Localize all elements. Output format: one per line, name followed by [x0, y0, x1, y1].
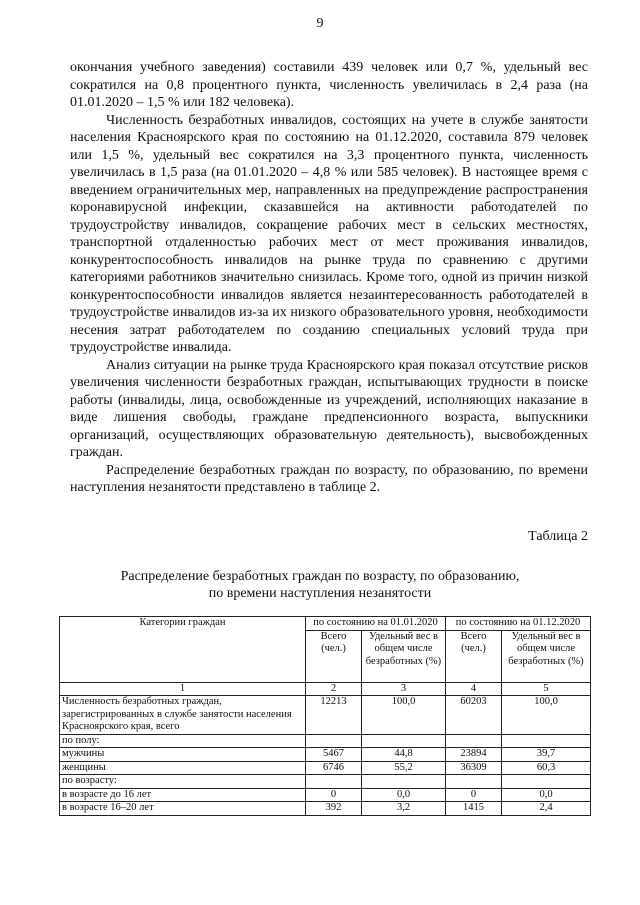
table-title: [0, 568, 640, 602]
cell-share-2020-12: 100,0: [502, 696, 591, 735]
column-number: 2: [306, 682, 362, 696]
paragraph: Численность безработных инвалидов, состоящих на учете в службе занятости населения Красноярского края по состоянию на 01.12.2020, составила 879 человек или 1,5 %, удельный вес сократился на 3,3 процентного пункта, численность увеличилась в 1,5 раза (на 01.01.2020 – 4,8 % или 585 человек). В настоящее время с введением ограничительных мер, направленных на предупреждение распространения коронавирусной инфекции, сказавшейся на активности работодателей по трудоустройству инвалидов, сокращение рабочих мест в сельских местностях, транспортной отдаленностью рабочих мест от мест проживания инвалидов, конкурентоспособность инвалидов на рынке труда по сравнению с другими категориями работников значительно снизилась. Кроме того, одной из причин низкой конкурентоспособности инвалидов является незаинтересованность работодателей в трудоустройстве инвалидов из-за их низкого образовательного уровня, необходимости несения затрат работодателем по созданию специальных условий труда при трудоустройстве инвалида.: [70, 112, 588, 355]
cell-share-2020-01: 3,2: [362, 802, 446, 816]
column-number: 5: [502, 682, 591, 696]
header-total: Всего (чел.): [446, 630, 502, 682]
data-table: [59, 616, 591, 816]
cell-total-2020-12: [446, 775, 502, 789]
cell-share-2020-12: 39,7: [502, 748, 591, 762]
cell-share-2020-01: [362, 734, 446, 748]
cell-share-2020-12: [502, 775, 591, 789]
cell-total-2020-01: [306, 775, 362, 789]
cell-total-2020-01: 0: [306, 788, 362, 802]
body-text: [70, 59, 588, 497]
header-share: Удельный вес в общем числе безработных (%): [502, 630, 591, 682]
cell-share-2020-01: 100,0: [362, 696, 446, 735]
table-row: [60, 761, 591, 775]
header-share: Удельный вес в общем числе безработных (%): [362, 630, 446, 682]
table-row: [60, 696, 591, 735]
cell-total-2020-12: [446, 734, 502, 748]
cell-total-2020-01: 6746: [306, 761, 362, 775]
cell-share-2020-12: [502, 734, 591, 748]
table-title-line: Распределение безработных граждан по возрасту, по образованию,: [120, 569, 520, 584]
page-number: 9: [316, 16, 324, 31]
cell-total-2020-01: [306, 734, 362, 748]
cell-share-2020-01: 0,0: [362, 788, 446, 802]
table-row: [60, 788, 591, 802]
cell-share-2020-12: 60,3: [502, 761, 591, 775]
table-row: [60, 734, 591, 748]
cell-total-2020-01: 12213: [306, 696, 362, 735]
paragraph: Анализ ситуации на рынке труда Красноярского края показал отсутствие рисков увеличения численности безработных граждан, испытывающих трудности в поиске работы (инвалиды, лица, освобожденные из учреждений, исполняющих наказание в виде лишения свободы, граждане предпенсионного возраста, выпускники организаций, осуществляющих образовательную деятельность), высвобожденных граждан.: [70, 357, 588, 460]
header-category: Категории граждан: [60, 617, 306, 683]
cell-share-2020-12: 0,0: [502, 788, 591, 802]
row-label: по полу:: [60, 734, 306, 748]
cell-total-2020-12: 1415: [446, 802, 502, 816]
row-label: в возрасте до 16 лет: [60, 788, 306, 802]
column-number: 1: [60, 682, 306, 696]
cell-share-2020-01: [362, 775, 446, 789]
column-number: 4: [446, 682, 502, 696]
cell-total-2020-12: 60203: [446, 696, 502, 735]
cell-share-2020-01: 44,8: [362, 748, 446, 762]
column-number: 3: [362, 682, 446, 696]
row-label: в возрасте 16–20 лет: [60, 802, 306, 816]
paragraph: окончания учебного заведения) составили 439 человек или 0,7 %, удельный вес сократился на 0,8 процентного пункта, численность увеличилась в 2,4 раза (на 01.01.2020 – 1,5 % или 182 человека).: [70, 60, 588, 110]
row-label: Численность безработных граждан, зарегистрированных в службе занятости населения Красноярского края, всего: [60, 696, 306, 735]
table-row: [60, 775, 591, 789]
cell-total-2020-12: 23894: [446, 748, 502, 762]
paragraph: Распределение безработных граждан по возрасту, по образованию, по времени наступления незанятости представлено в таблице 2.: [70, 462, 588, 495]
table-row: [60, 748, 591, 762]
cell-total-2020-01: 392: [306, 802, 362, 816]
header-date-2: по состоянию на 01.12.2020: [446, 617, 591, 631]
cell-share-2020-12: 2,4: [502, 802, 591, 816]
row-label: мужчины: [60, 748, 306, 762]
row-label: по возрасту:: [60, 775, 306, 789]
table-title-line: по времени наступления незанятости: [208, 586, 432, 601]
cell-total-2020-12: 36309: [446, 761, 502, 775]
header-date-1: по состоянию на 01.01.2020: [306, 617, 446, 631]
header-total: Всего (чел.): [306, 630, 362, 682]
table-row: [60, 802, 591, 816]
cell-total-2020-01: 5467: [306, 748, 362, 762]
table-label: Таблица 2: [528, 529, 588, 544]
cell-share-2020-01: 55,2: [362, 761, 446, 775]
cell-total-2020-12: 0: [446, 788, 502, 802]
row-label: женщины: [60, 761, 306, 775]
